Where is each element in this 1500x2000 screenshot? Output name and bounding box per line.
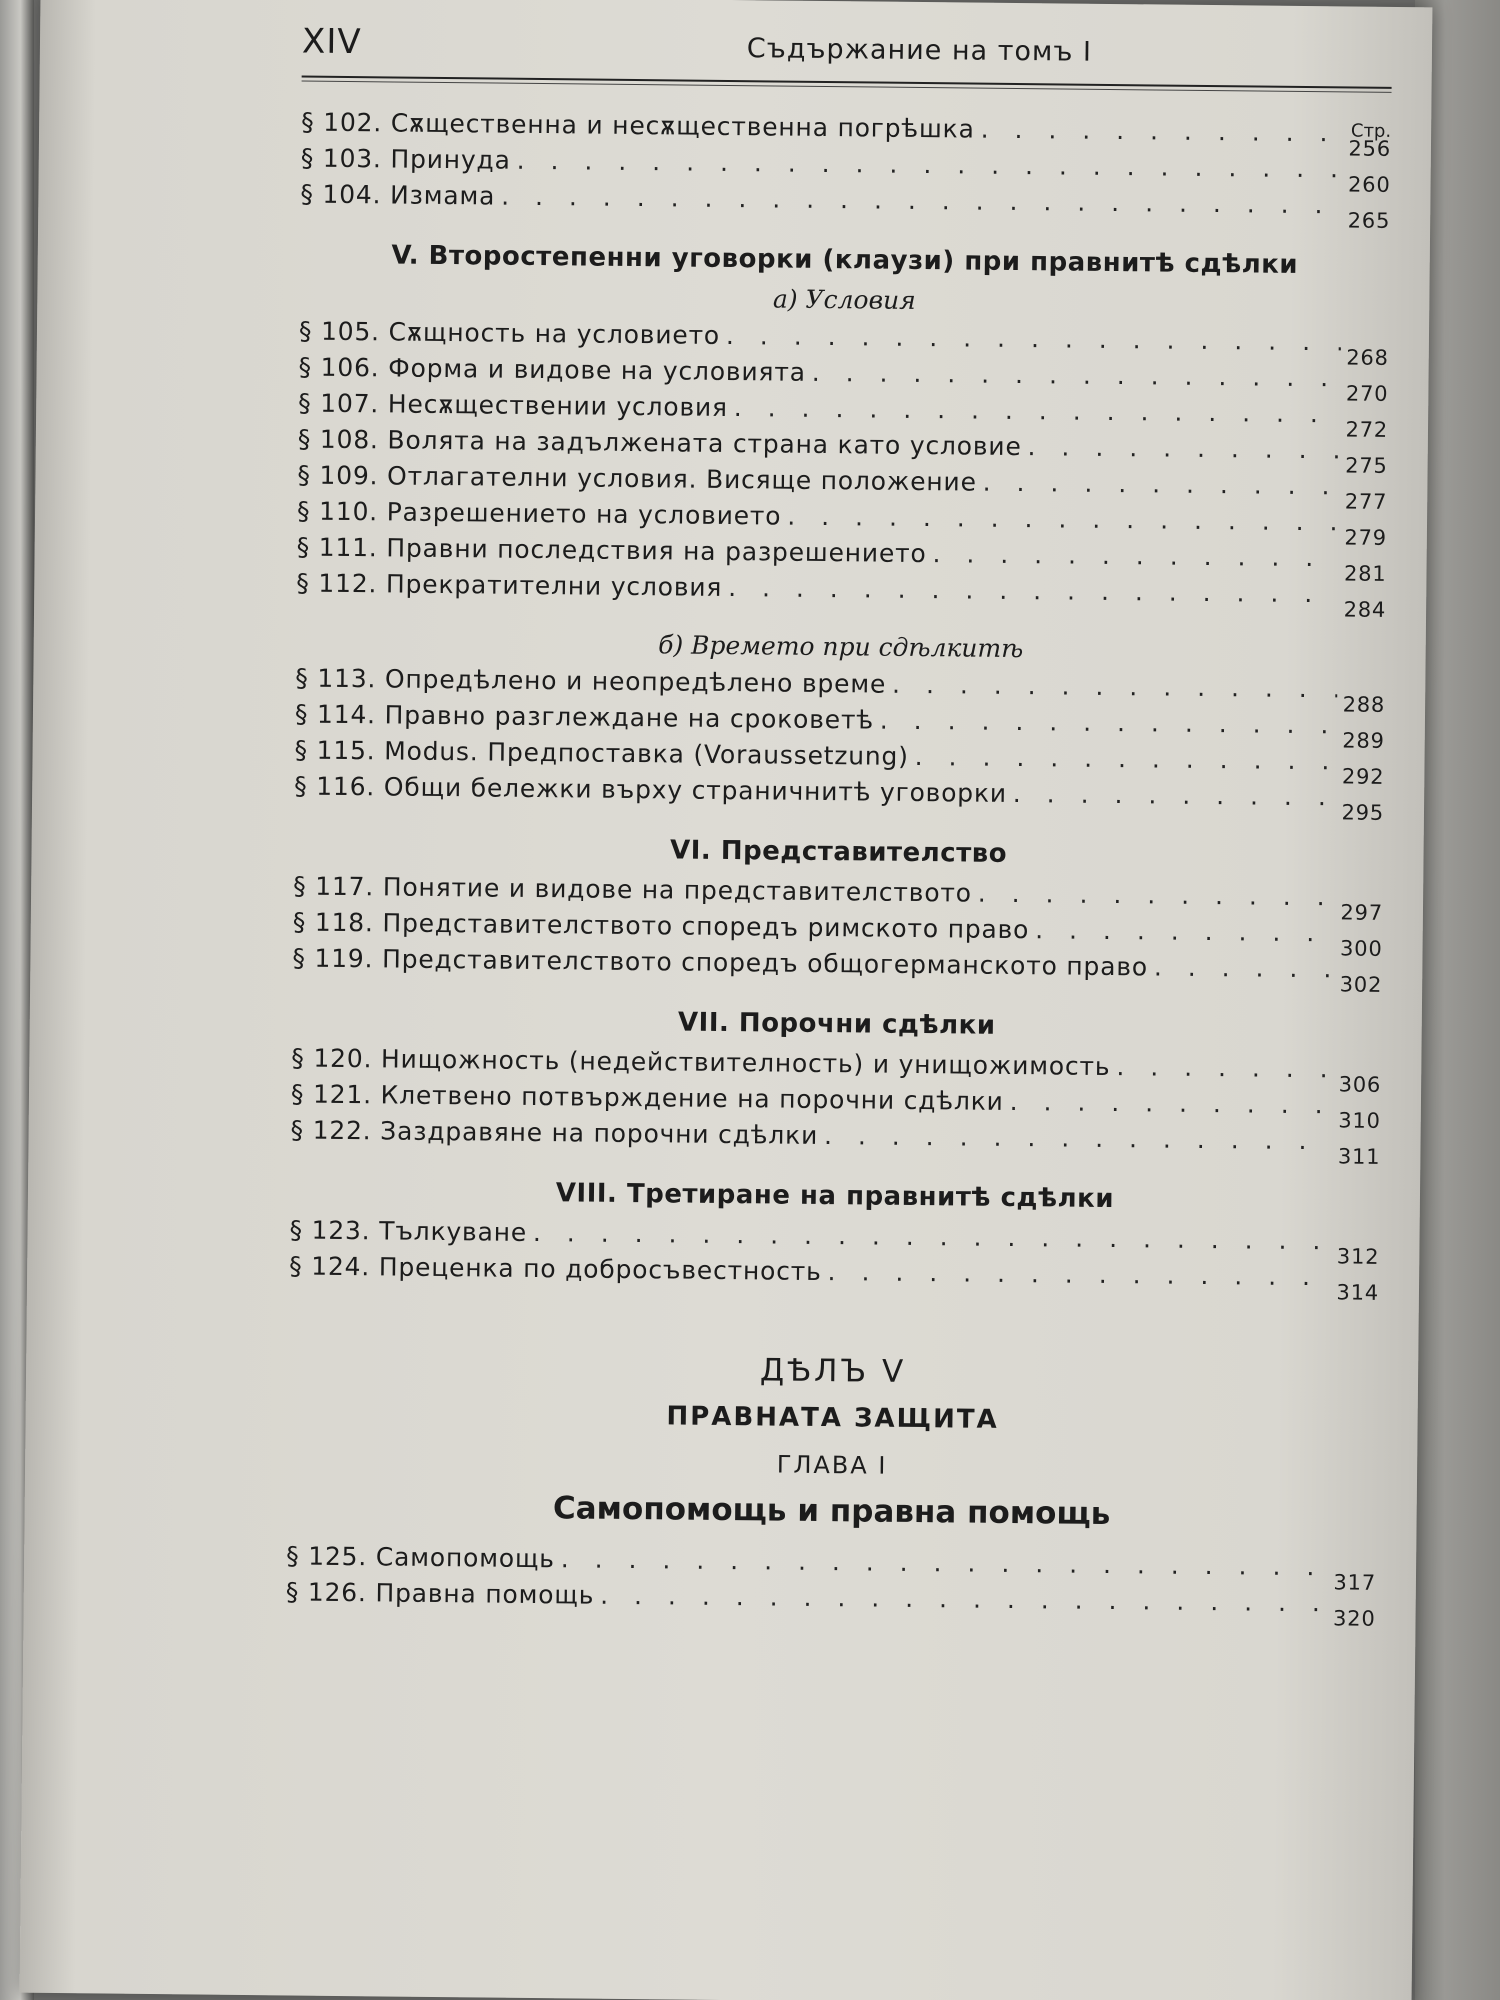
- subheading-b: б) Времето при сдѣлкитѣ: [658, 630, 1024, 664]
- toc-entry: § 113. Опредѣлено и неопредѣлено време . . . 288: [295, 663, 1385, 710]
- toc-entry: § 114. Правно разглеждане на сроковетѣ . . . 289: [295, 699, 1385, 746]
- toc-entry: § 105. Сѫщность на условието . . . 268: [299, 316, 1389, 363]
- toc-group-vi: [292, 871, 1384, 997]
- toc-entry: § 116. Общи бележки върху страничнитѣ уговорки . . . 295: [294, 771, 1384, 818]
- toc-top-group: [300, 107, 1392, 233]
- page-number: XIV: [301, 21, 362, 63]
- chapter-heading-viii: VIII. Третиране на правнитѣ сдѣлки: [555, 1178, 1115, 1215]
- toc-entry: § 107. Несѫществении условия . . . 272: [298, 388, 1388, 435]
- toc-entry: § 104. Измама . . . 265: [300, 179, 1390, 226]
- part-title: ДѢЛЪ V: [759, 1352, 907, 1390]
- toc-entry: § 126. Правна помощь . . . 320: [286, 1577, 1376, 1624]
- toc-entry: § 121. Клетвено потвърждение на порочни сдѣлки . . . 310: [291, 1079, 1381, 1126]
- page-column-label: Стр.: [1350, 120, 1392, 142]
- toc-group-viii: [289, 1215, 1380, 1305]
- chapter-title: Самопомощь и правна помощь: [552, 1490, 1111, 1533]
- toc-entry: § 112. Прекратителни условия . . . 284: [296, 568, 1386, 615]
- book-page: [20, 0, 1433, 2000]
- page-content: [285, 21, 1393, 1631]
- chapter-heading-v: V. Второстепенни уговорки (клаузи) при правнитѣ сдѣлки: [391, 240, 1299, 280]
- toc-entry: § 103. Принуда . . . 260: [301, 144, 1391, 191]
- toc-entry: § 124. Преценка по добросъвестность . . . 314: [289, 1251, 1379, 1298]
- toc-entry: § 125. Самопомощь . . . 317: [286, 1541, 1376, 1588]
- toc-group-vii: [290, 1043, 1382, 1169]
- toc-entry: § 122. Заздравяне на порочни сдѣлки . . . 311: [290, 1115, 1380, 1162]
- subheading-a: а) Условия: [772, 284, 916, 315]
- toc-entry: § 117. Понятие и видове на представителството . . . 297: [293, 871, 1383, 918]
- toc-entry: § 120. Нищожность (недействителность) и унищожимость . . . 306: [291, 1043, 1381, 1090]
- toc-entry: § 111. Правни последствия на разрешението . . . 281: [296, 532, 1386, 579]
- toc-entry: § 102. Сѫщественна и несѫщественна погрѣшка . . . 256: [301, 108, 1391, 155]
- toc-group-part-v: [285, 1541, 1377, 1631]
- part-subtitle: ПРАВНАТА ЗАЩИТА: [666, 1401, 999, 1435]
- toc-entry: § 109. Отлагателни условия. Висяще положение . . . 277: [297, 460, 1387, 507]
- running-head: Съдържание на томъ I: [746, 33, 1093, 68]
- chapter-heading-vii: VII. Порочни сдѣлки: [677, 1007, 996, 1041]
- toc-entry: § 108. Волята на задължената страна като условие . . . 275: [298, 424, 1388, 471]
- toc-group-v-a: [296, 316, 1389, 622]
- toc-entry: § 106. Форма и видове на условията . . . 270: [298, 352, 1388, 399]
- toc-entry: § 118. Представителството споредъ римското право . . . 300: [293, 907, 1383, 954]
- toc-entry: § 123. Тълкуване . . . 312: [289, 1215, 1379, 1262]
- chapter-heading-vi: VI. Представителство: [669, 835, 1008, 869]
- chapter-label: ГЛАВА I: [776, 1450, 888, 1480]
- toc-group-v-b: [294, 663, 1386, 825]
- toc-entry: § 119. Представителството споредъ общогерманското право . . . 302: [292, 943, 1382, 990]
- toc-entry: § 115. Modus. Предпоставка (Voraussetzung) . . . 292: [294, 735, 1384, 782]
- page-header: [302, 22, 1392, 77]
- toc-entry: § 110. Разрешението на условието . . . 279: [297, 496, 1387, 543]
